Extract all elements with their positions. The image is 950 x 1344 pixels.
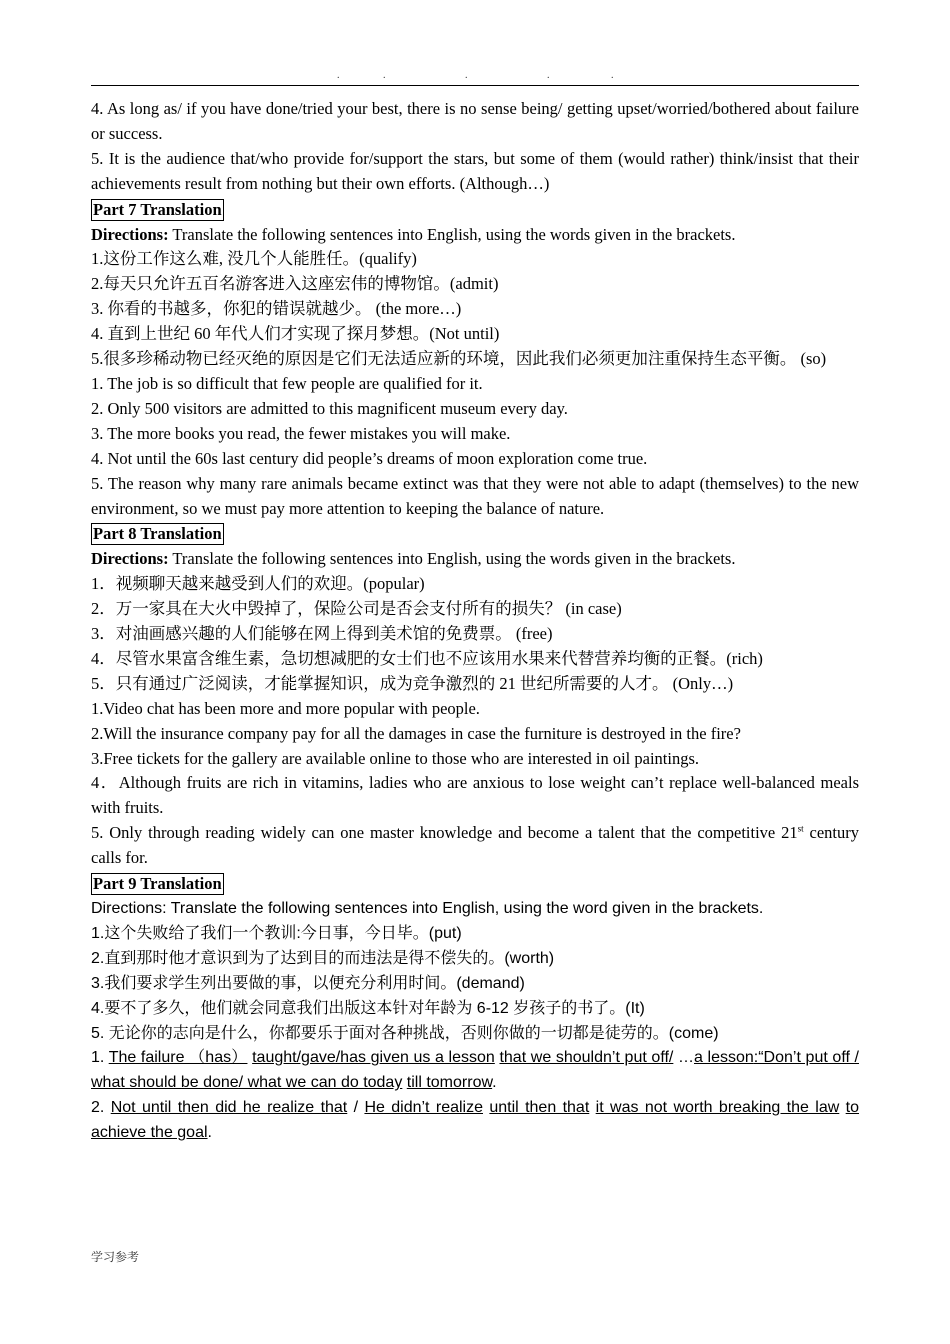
answer-segment: till tomorrow <box>406 1074 493 1092</box>
answer-segment: :“Don’t put off / <box>753 1049 859 1067</box>
part7-directions-label: Directions: <box>91 224 169 244</box>
part8-question-3: 3．对油画感兴趣的人们能够在网上得到美术馆的免费票。 (free) <box>91 624 553 644</box>
part7-directions-text: Translate the following sentences into English, using the words given in the brackets. <box>168 224 736 244</box>
part8-question-5: 5．只有通过广泛阅读，才能掌握知识，成为竞争激烈的 21 世纪所需要的人才。 (Only…) <box>91 673 734 693</box>
answer-segment: taught/gave/has given us a lesson <box>252 1049 495 1067</box>
answer-segment: / <box>347 1099 365 1117</box>
part7-directions <box>91 223 859 248</box>
part7-answer-3: 3. The more books you read, the fewer mistakes you will make. <box>91 423 511 443</box>
answer-segment: . <box>492 1074 497 1092</box>
answer-segment: . <box>207 1124 212 1142</box>
part9-question-4: 4.要不了多久，他们就会同意我们出版这本针对年龄为 6-12 岁孩子的书了。(It) <box>91 999 645 1017</box>
answer-segment: to achieve the goal <box>91 1099 859 1142</box>
answer-segment: until then that <box>489 1099 590 1117</box>
part8-answer-2: 2.Will the insurance company pay for all the damages in case the furniture is destroyed in the fire? <box>91 723 741 743</box>
part6-answer-5: 5. It is the audience that/who provide for/support the stars, but some of them (would rather) think/insist that their achievements result from nothing but their own efforts. (Although…) <box>91 148 859 193</box>
header-dot: . <box>383 70 386 81</box>
part8-title: Part 8 Translation <box>93 524 222 544</box>
part8-answer-5-post: century calls for. <box>91 823 859 868</box>
part8-question-2: 2．万一家具在大火中毁掉了，保险公司是否会支付所有的损失？ (in case) <box>91 599 622 619</box>
header-dot: . <box>547 70 550 81</box>
part8-question-4: 4．尽管水果富含维生素，急切想减肥的女士们也不应该用水果来代替营养均衡的正餐。(rich) <box>91 648 763 668</box>
part7-answer-1: 1. The job is so difficult that few people are qualified for it. <box>91 373 483 393</box>
part7-answer-4: 4. Not until the 60s last century did people’s dreams of moon exploration come true. <box>91 448 648 468</box>
answer-number: 2. <box>91 1099 111 1117</box>
part8-answer-4: 4．Although fruits are rich in vitamins, ladies who are anxious to lose weight can’t replace well-balanced meals with fruits. <box>91 773 859 818</box>
answer-number: 1. <box>91 1049 109 1067</box>
part7-title: Part 7 Translation <box>93 199 222 219</box>
part7-answer-5: 5. The reason why many rare animals became extinct was that they were not able to adapt (themselves) to the new environment, so we must pay more attention to keeping the balance of nature. <box>91 473 859 518</box>
answer-segment: that we shouldn’t put off/ <box>499 1049 674 1067</box>
part8-answer-5 <box>91 821 859 871</box>
page-footer: 学习参考 <box>91 1250 140 1264</box>
part9-title: Part 9 Translation <box>93 874 222 894</box>
header-dot: . <box>337 70 340 81</box>
part8-answer-5-pre: 5. Only through reading widely can one master knowledge and become a talent that the competitive 21 <box>91 823 798 843</box>
part8-question-1: 1．视频聊天越来越受到人们的欢迎。(popular) <box>91 574 425 594</box>
header-dot: . <box>465 70 468 81</box>
part9-question-2: 2.直到那时他才意识到为了达到目的而违法是得不偿失的。(worth) <box>91 949 555 967</box>
answer-segment: … <box>678 1049 694 1067</box>
part8-answer-3: 3.Free tickets for the gallery are available online to those who are interested in oil paintings. <box>91 748 700 768</box>
answer-segment: Not until then did he realize that <box>110 1099 348 1117</box>
part7-question-5: 5.很多珍稀动物已经灭绝的原因是它们无法适应新的环境，因此我们必须更加注重保持生态平衡。 (so) <box>91 349 827 369</box>
document-body <box>91 97 859 1146</box>
part7-question-2: 2.每天只允许五百名游客进入这座宏伟的博物馆。(admit) <box>91 274 499 294</box>
answer-segment: a lesson <box>694 1049 754 1067</box>
answer-segment: it was not worth breaking the law <box>595 1099 840 1117</box>
part7-question-4: 4. 直到上世纪 60 年代人们才实现了探月梦想。(Not until) <box>91 324 500 344</box>
header-dot: . <box>611 70 614 81</box>
part6-answer-4: 4. As long as/ if you have done/tried your best, there is no sense being/ getting upset/worried/bothered about failure or success. <box>91 99 859 143</box>
part7-answer-2: 2. Only 500 visitors are admitted to this magnificent museum every day. <box>91 398 568 418</box>
part8-answer-5-sup: st <box>797 823 804 834</box>
part8-answer-1: 1.Video chat has been more and more popular with people. <box>91 698 480 718</box>
part9-question-1: 1.这个失败给了我们一个教训:今日事，今日毕。(put) <box>91 924 462 942</box>
answer-segment: what should be done/ what we can do today <box>91 1074 403 1092</box>
part9-question-5: 5. 无论你的志向是什么，你都要乐于面对各种挑战，否则你做的一切都是徒劳的。(come) <box>91 1024 719 1042</box>
header-rule <box>91 85 859 86</box>
part9-directions: Directions: Translate the following sentences into English, using the word given in the brackets. <box>91 900 764 917</box>
part9-answer-2 <box>91 1096 859 1146</box>
part7-question-1: 1.这份工作这么难, 没几个人能胜任。(qualify) <box>91 249 417 269</box>
part7-question-3: 3. 你看的书越多，你犯的错误就越少。 (the more…) <box>91 299 462 319</box>
part8-directions-label: Directions: <box>91 549 169 569</box>
part8-directions-text: Translate the following sentences into English, using the words given in the brackets. <box>168 549 736 569</box>
part8-directions <box>91 547 859 572</box>
answer-segment: The failure （has） <box>108 1049 248 1067</box>
part9-answer-1 <box>91 1046 859 1096</box>
answer-segment: He didn’t realize <box>364 1099 483 1117</box>
part9-question-3: 3.我们要求学生列出要做的事，以便充分利用时间。(demand) <box>91 974 525 992</box>
header-dots <box>91 70 859 82</box>
